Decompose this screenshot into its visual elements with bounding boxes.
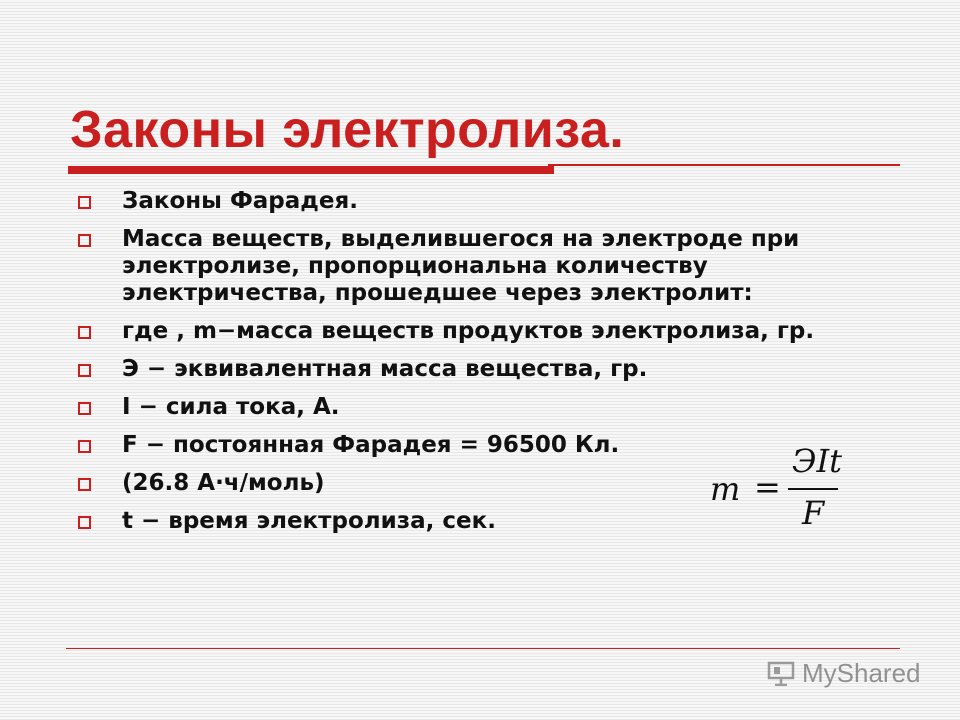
formula-equals: = xyxy=(754,468,781,506)
formula-denominator: F xyxy=(802,494,825,532)
bullet-item xyxy=(70,394,900,421)
formula-lhs: m xyxy=(710,470,741,508)
hollow-square-bullet-icon xyxy=(78,402,91,415)
watermark-text: MyShared xyxy=(802,657,921,688)
formula-fraction-bar xyxy=(788,488,838,490)
bullet-item xyxy=(70,356,900,383)
title-underline-thick xyxy=(68,166,554,174)
bullet-text: Масса веществ, выделившегося на электроде при электролизе, пропорциональна количеству электричества, прошедшее через электролит: xyxy=(122,226,800,306)
bullet-text: I − сила тока, А. xyxy=(122,394,340,420)
bullet-item xyxy=(70,188,900,215)
watermark xyxy=(766,655,921,691)
formula-numerator: ЭIt xyxy=(792,442,842,480)
hollow-square-bullet-icon xyxy=(78,478,91,491)
hollow-square-bullet-icon xyxy=(78,364,91,377)
bottom-divider xyxy=(66,648,900,649)
bullet-text: F − постоянная Фарадея = 96500 Кл. xyxy=(122,432,620,458)
hollow-square-bullet-icon xyxy=(78,326,91,339)
hollow-square-bullet-icon xyxy=(78,234,91,247)
bullet-item xyxy=(70,226,900,307)
hollow-square-bullet-icon xyxy=(78,516,91,529)
faraday-formula xyxy=(710,440,840,536)
bullet-item xyxy=(70,318,900,345)
bullet-text: Законы Фарадея. xyxy=(122,188,358,214)
bullet-text: (26.8 А·ч/моль) xyxy=(122,470,325,496)
bullet-text: t − время электролиза, сек. xyxy=(122,508,496,534)
hollow-square-bullet-icon xyxy=(78,440,91,453)
slide-title: Законы электролиза. xyxy=(70,101,625,159)
bullet-text: Э − эквивалентная масса вещества, гр. xyxy=(122,356,648,382)
presentation-board-icon xyxy=(766,660,796,686)
hollow-square-bullet-icon xyxy=(78,196,91,209)
bullet-text: где , m−масса веществ продуктов электролиза, гр. xyxy=(122,318,815,344)
title-underline-thin xyxy=(548,164,900,166)
